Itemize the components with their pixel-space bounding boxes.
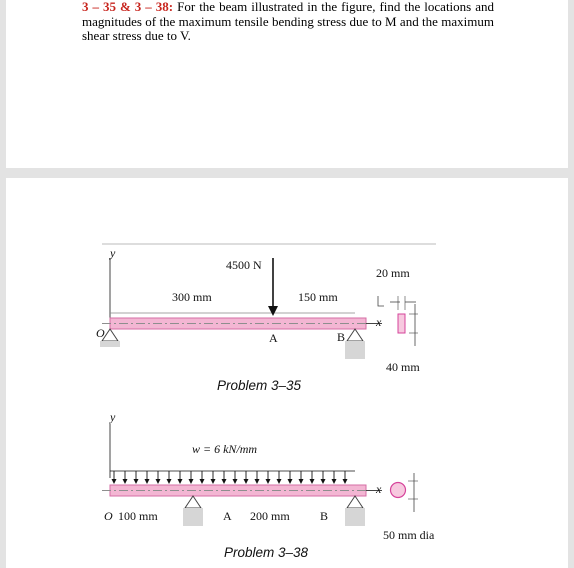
y-label-38: y: [110, 410, 116, 424]
rect-cross-section: [398, 314, 405, 333]
load-arrow-head: [134, 479, 139, 484]
label-a-35: A: [269, 331, 278, 345]
load-arrow-head: [277, 479, 282, 484]
label-b-38: B: [320, 509, 329, 523]
load-arrow-head: [288, 479, 293, 484]
caption-3-35: Problem 3–35: [217, 378, 302, 393]
load-arrow-head: [145, 479, 150, 484]
height-40mm-label: 40 mm: [386, 360, 420, 374]
load-arrow-head: [244, 479, 249, 484]
origin-label-38: O: [104, 509, 113, 523]
support-a-38: [185, 496, 201, 508]
dim-150mm-35: 150 mm: [298, 290, 338, 304]
problem-statement: [82, 0, 494, 44]
distributed-load-label: w = 6 kN/mm: [192, 442, 258, 456]
figure-panel: [6, 178, 568, 568]
load-arrow-head: [178, 479, 183, 484]
load-arrow-head: [123, 479, 128, 484]
load-arrow-head: [156, 479, 161, 484]
load-arrow-head: [310, 479, 315, 484]
load-arrow-head: [332, 479, 337, 484]
label-a-38: A: [223, 509, 232, 523]
load-arrow-head: [211, 479, 216, 484]
load-arrow-head: [189, 479, 194, 484]
x-label-35: x: [376, 315, 382, 329]
beam-figures: [6, 178, 568, 568]
dia-50mm-label: 50 mm dia: [383, 528, 435, 542]
dim-200mm-38: 200 mm: [250, 509, 290, 523]
ground-left-35: [100, 341, 120, 347]
problem-text: For the beam illustrated in the figure, find the locations and magnitudes of the maximum tensile bending stress due to M and the maximum shear stress due to V.: [82, 0, 494, 43]
round-cross-section: [391, 483, 406, 498]
width-20mm-label: 20 mm: [376, 266, 410, 280]
dim-300mm-35: 300 mm: [172, 290, 212, 304]
origin-label-35: O: [96, 326, 105, 340]
distributed-load-arrows: [112, 471, 348, 484]
problem-number: 3 – 35 & 3 – 38:: [82, 0, 174, 14]
problem-statement-panel: [6, 0, 568, 168]
support-b-35: [347, 329, 363, 341]
load-label-35: 4500 N: [226, 258, 262, 272]
label-b-35: B: [337, 330, 346, 344]
support-b-38: [347, 496, 363, 508]
problem-3-35-figure: [96, 246, 420, 393]
problem-3-38-figure: [102, 410, 435, 560]
ground-b-35: [345, 341, 365, 359]
caption-3-38: Problem 3–38: [224, 545, 309, 560]
ground-b-38: [345, 508, 365, 526]
load-arrow-head: [112, 479, 117, 484]
load-arrow-head: [266, 479, 271, 484]
load-arrow-head: [167, 479, 172, 484]
dim-100mm-38: 100 mm: [118, 509, 158, 523]
load-arrow-head: [321, 479, 326, 484]
y-label-35: y: [110, 246, 116, 260]
width-leader-left: [378, 296, 384, 306]
ground-a-38: [183, 508, 203, 526]
load-arrow-head: [343, 479, 348, 484]
load-arrow-head: [222, 479, 227, 484]
load-arrow-head: [200, 479, 205, 484]
load-arrow-head: [255, 479, 260, 484]
x-label-38: x: [376, 482, 382, 496]
load-arrow-head: [299, 479, 304, 484]
load-arrow-head: [233, 479, 238, 484]
load-arrowhead-35: [268, 306, 278, 316]
